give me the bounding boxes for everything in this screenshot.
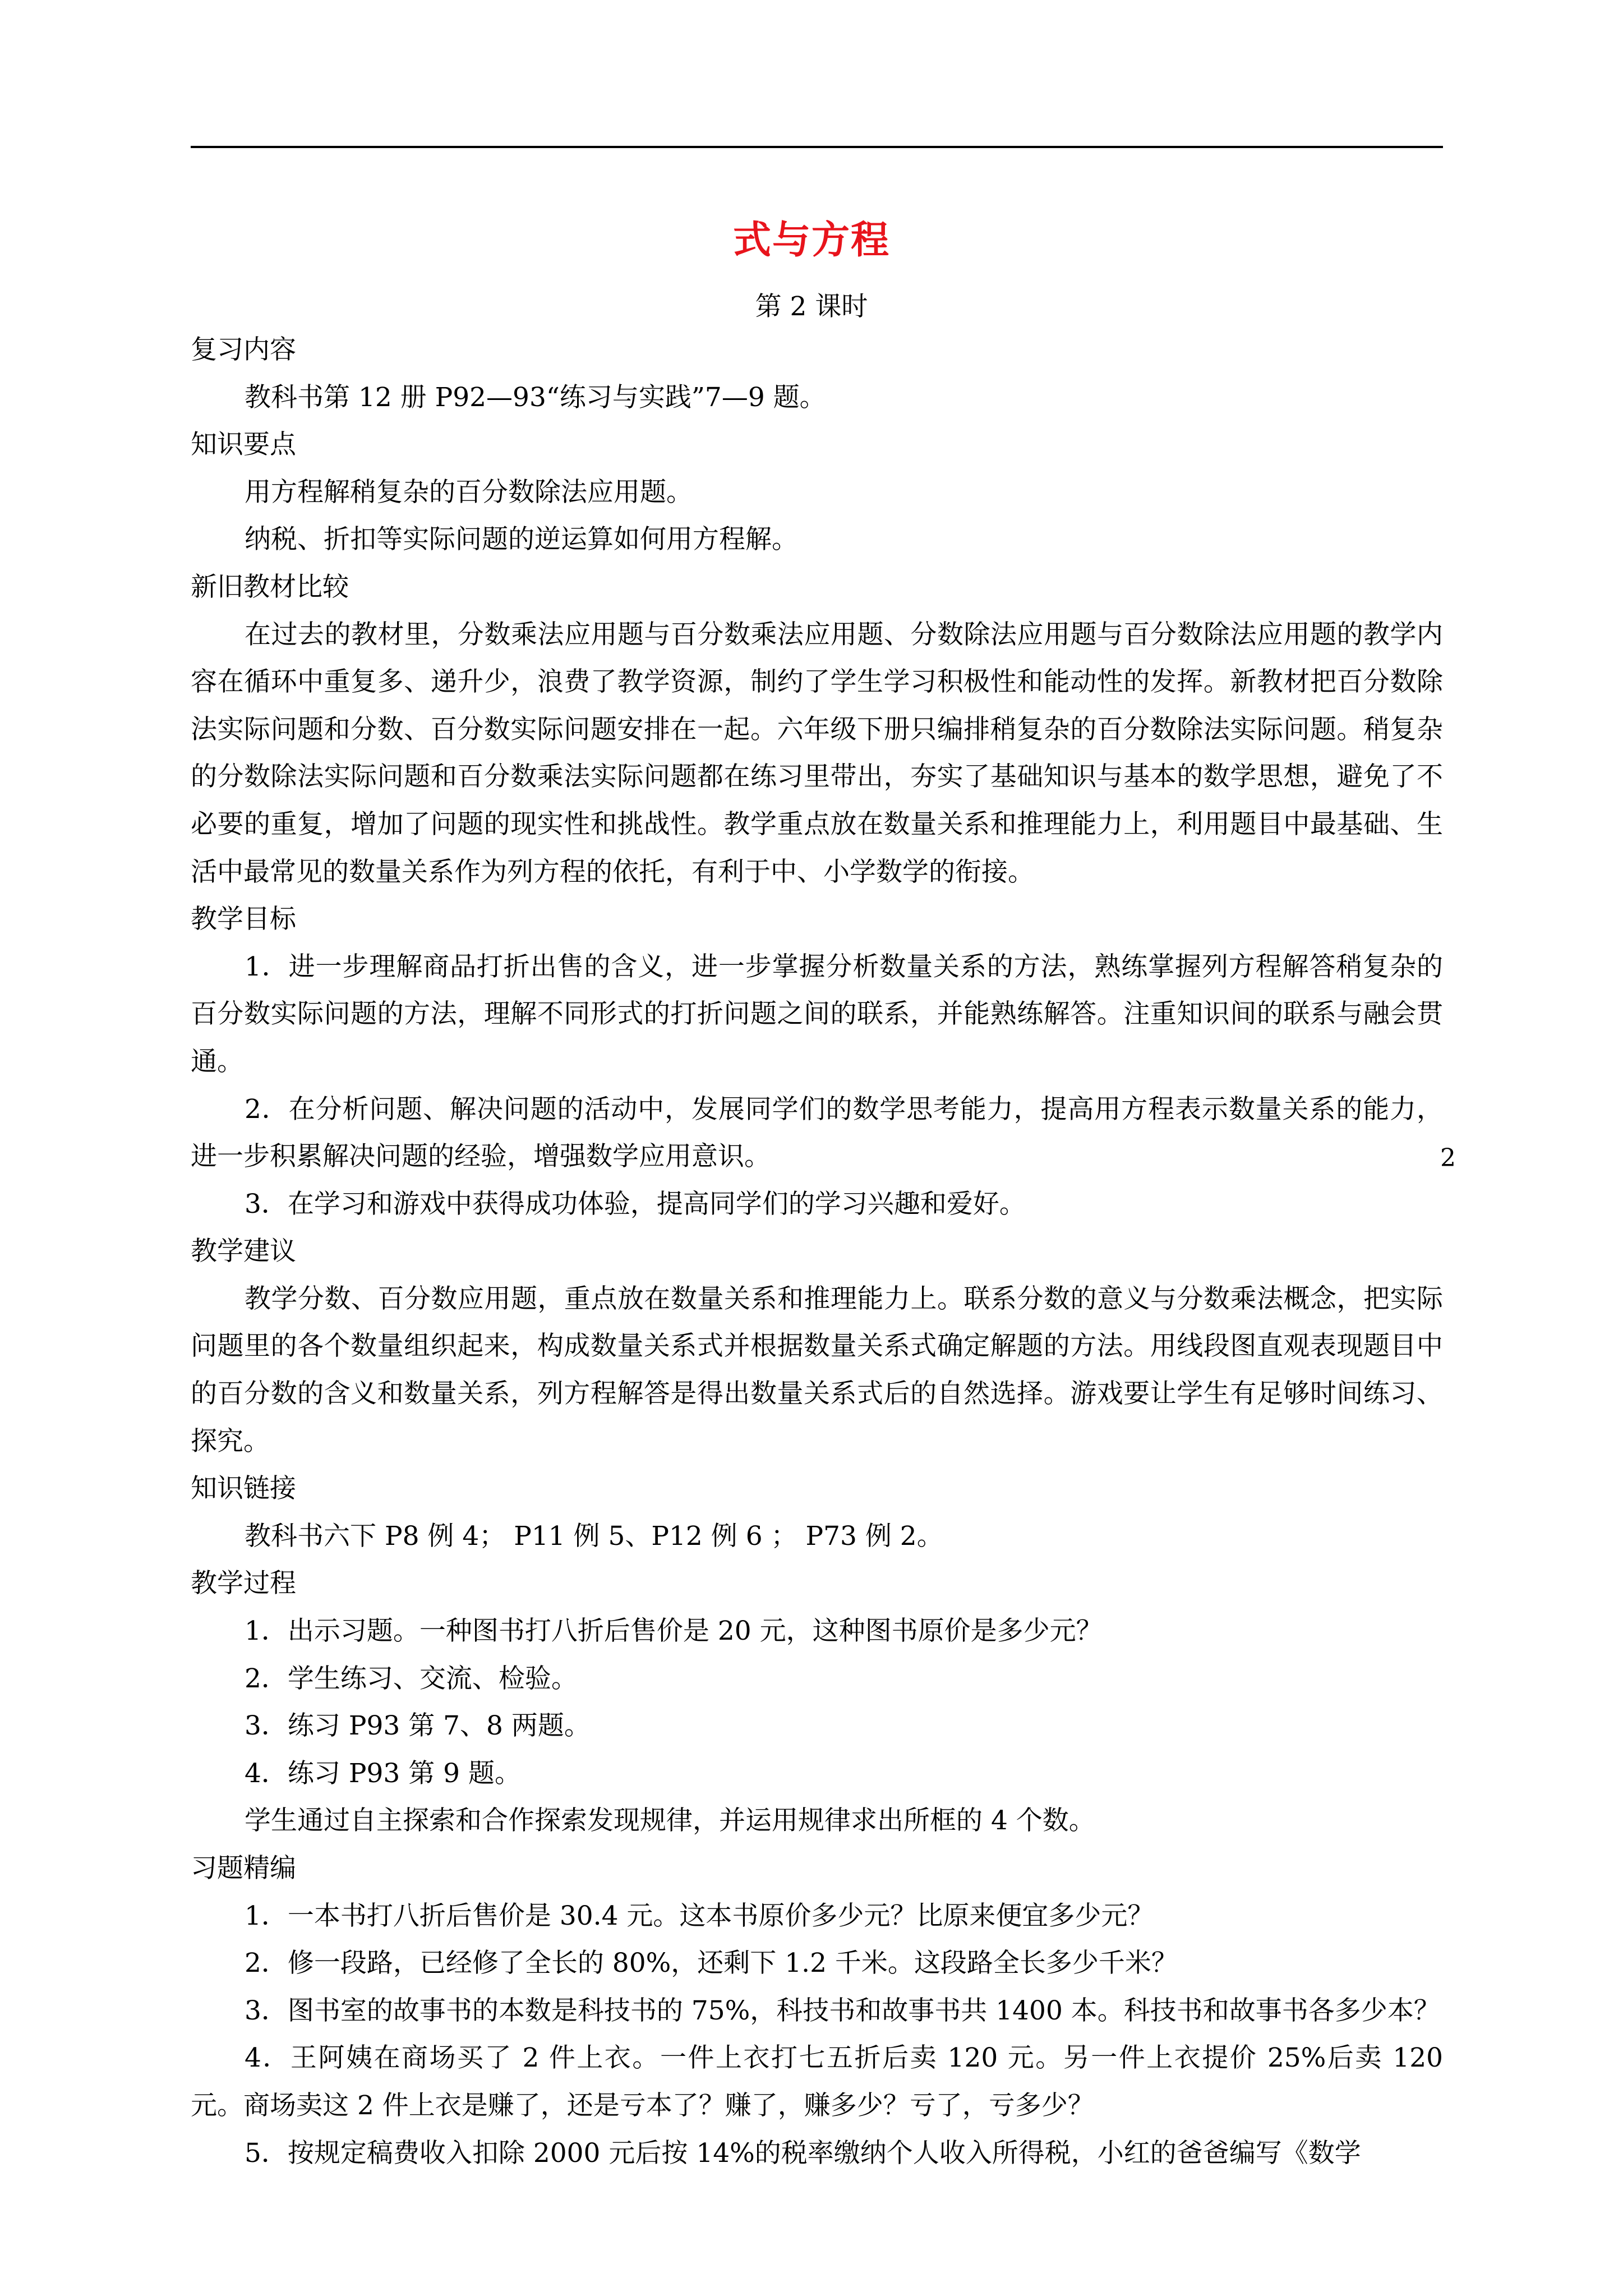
- links-text: 教科书六下 P8 例 4； P11 例 5、P12 例 6 ； P73 例 2。: [245, 1520, 943, 1552]
- goal-item: 2．在分析问题、解决问题的活动中，发展同学们的数学思考能力，提高用方程表示数量关系的能力，进一步积累解决问题的经验，增强数学应用意识。: [191, 1093, 1443, 1172]
- goal-item: 1．进一步理解商品打折出售的含义，进一步掌握分析数量关系的方法，熟练掌握列方程解答稍复杂的百分数实际问题的方法，理解不同形式的打折问题之间的联系，并能熟练解答。注重知识间的联系与融会贯通。: [191, 951, 1443, 1077]
- section-heading-process: 教学过程: [191, 1568, 296, 1599]
- section-heading-goals: 教学目标: [191, 904, 296, 935]
- page-number: 2: [1440, 1144, 1456, 1172]
- knowledge-point: 用方程解稍复杂的百分数除法应用题。: [245, 476, 693, 508]
- process-item: 2．学生练习、交流、检验。: [245, 1663, 578, 1694]
- section-heading-review: 复习内容: [191, 334, 296, 365]
- exercise-item: 4．王阿姨在商场买了 2 件上衣。一件上衣打七五折后卖 120 元。另一件上衣提价 25%后卖 120 元。商场卖这 2 件上衣是赚了，还是亏本了？赚了，赚多少？亏了，亏多少？: [191, 2042, 1443, 2121]
- process-item: 1．出示习题。一种图书打八折后售价是 20 元，这种图书原价是多少元？: [245, 1616, 1103, 1647]
- exercise-item: 2．修一段路，已经修了全长的 80%，还剩下 1.2 千米。这段路全长多少千米？: [245, 1948, 1178, 1979]
- goal-item: 3．在学习和游戏中获得成功体验，提高同学们的学习兴趣和爱好。: [245, 1188, 1026, 1220]
- lesson-subtitle: 第 2 课时: [755, 291, 868, 322]
- comparison-text: 在过去的教材里，分数乘法应用题与百分数乘法应用题、分数除法应用题与百分数除法应用题的教学内容在循环中重复多、递升少，浪费了教学资源，制约了学生学习积极性和能动性的发挥。新教材把百分数除法实际问题和分数、百分数实际问题安排在一起。六年级下册只编排稍复杂的百分数除法实际问题。稍复杂的分数除法实际问题和百分数乘法实际问题都在练习里带出，夯实了基础知识与基本的数学思想，避免了不必要的重复，增加了问题的现实性和挑战性。教学重点放在数量关系和推理能力上，利用题目中最基础、生活中最常见的数量关系作为列方程的依托，有利于中、小学数学的衔接。: [191, 619, 1443, 887]
- exercise-item: 5．按规定稿费收入扣除 2000 元后按 14%的税率缴纳个人收入所得税，小红的爸爸编写《数学: [245, 2137, 1361, 2169]
- section-heading-exercises: 习题精编: [191, 1853, 296, 1884]
- exercise-item: 1．一本书打八折后售价是 30.4 元。这本书原价多少元？比原来便宜多少元？: [245, 1900, 1154, 1931]
- process-item: 4．练习 P93 第 9 题。: [245, 1757, 521, 1789]
- process-item: 学生通过自主探索和合作探索发现规律，并运用规律求出所框的 4 个数。: [245, 1805, 1095, 1837]
- section-heading-suggestions: 教学建议: [191, 1236, 296, 1267]
- section-heading-comparison: 新旧教材比较: [191, 571, 349, 602]
- exercise-item: 3．图书室的故事书的本数是科技书的 75%，科技书和故事书共 1400 本。科技书和故事书各多少本？: [245, 1995, 1440, 2026]
- section-heading-links: 知识链接: [191, 1473, 296, 1504]
- document-body: [191, 326, 1443, 2177]
- section-heading-knowledge: 知识要点: [191, 429, 296, 461]
- page-title: 式与方程: [732, 218, 890, 263]
- knowledge-point: 纳税、折扣等实际问题的逆运算如何用方程解。: [245, 524, 798, 555]
- suggestions-text: 教学分数、百分数应用题，重点放在数量关系和推理能力上。联系分数的意义与分数乘法概念，把实际问题里的各个数量组织起来，构成数量关系式并根据数量关系式确定解题的方法。用线段图直观表现题目中的百分数的含义和数量关系，列方程解答是得出数量关系式后的自然选择。游戏要让学生有足够时间练习、探究。: [191, 1283, 1443, 1457]
- review-text: 教科书第 12 册 P92—93“练习与实践”7—9 题。: [245, 381, 826, 413]
- process-item: 3．练习 P93 第 7、8 两题。: [245, 1710, 591, 1742]
- header-rule: [191, 146, 1443, 148]
